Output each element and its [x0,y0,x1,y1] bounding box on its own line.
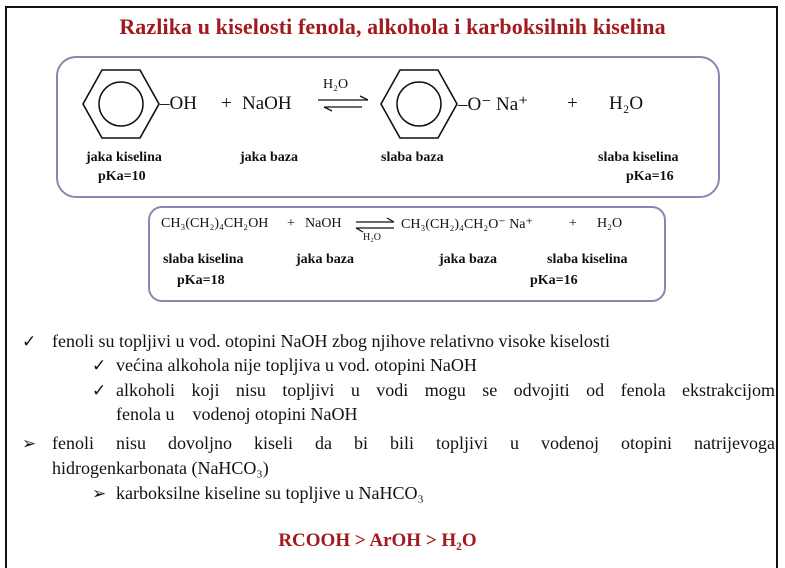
check-icon: ✓ [92,356,107,375]
bullet-bicarbonate-line1: fenoli nisu dovoljno kiseli da bi bili topljivi u vodenoj otopini natrijevoga [52,433,775,453]
benzene-ring-reactant [82,68,162,140]
equilibrium-arrows [316,96,372,112]
bullet-bicarbonate-line2: hidrogenkarbonata (NaHCO₃) [52,458,269,478]
plus-sign-3: + [287,216,295,231]
bullet-carboxylic-soluble: karboksilne kiseline su topljive u NaHCO₃ [116,483,424,503]
label-pka-16-2: pKa=16 [530,273,578,288]
label-pka-10: pKa=10 [98,169,146,184]
water-product: H₂O [609,93,644,114]
label-strong-base: jaka baza [240,150,298,165]
alcohol-reactant: CH₃(CH₂)₄CH₂OH [161,216,269,231]
bullet-alcohol-insoluble: većina alkohola nije topljiva u vod. otopini NaOH [116,355,477,375]
label-strong-base-2: jaka baza [296,252,354,267]
plus-sign-4: + [569,216,577,231]
hydroxyl-group: –OH [160,93,197,114]
label-weak-acid: slaba kiselina [598,150,679,165]
label-weak-base: slaba baza [381,150,444,165]
bullet-extraction-line1: alkoholi koji nisu topljivi u vodi mogu se odvojiti od fenola ekstrakcijom [116,380,775,400]
phenoxide-ion: –O⁻ Na⁺ [458,94,529,115]
water-product-2: H₂O [597,216,623,231]
reagent-naoh: NaOH [242,93,292,114]
plus-sign-2: + [567,93,578,114]
bullet-phenol-solubility: fenoli su topljivi u vod. otopini NaOH zbog njihove relativno visoke kiselosti [52,331,610,351]
alkoxide-product: CH₃(CH₂)₄CH₂O⁻ Na⁺ [401,217,533,232]
benzene-ring-product [380,68,460,140]
plus-sign-1: + [221,93,232,114]
label-strong-acid: jaka kiselina [86,150,162,165]
label-strong-base-3: jaka baza [439,252,497,267]
equilibrium-arrows-2 [352,218,398,232]
condition-water-2: H₂O [363,232,381,243]
label-weak-acid-2: slaba kiselina [547,252,628,267]
arrow-bullet-icon: ➢ [22,434,37,453]
slide-title: Razlika u kiselosti fenola, alkohola i karboksilnih kiselina [119,14,666,39]
check-icon: ✓ [22,332,37,351]
label-pka-16: pKa=16 [626,169,674,184]
check-icon: ✓ [92,381,107,400]
label-weak-acid-alc: slaba kiselina [163,252,244,267]
acidity-order-summary: RCOOH > ArOH > H₂O [278,530,477,551]
bullet-extraction-line2: fenola u vodenoj otopini NaOH [116,404,358,424]
label-pka-18: pKa=18 [177,273,225,288]
reagent-naoh-2: NaOH [305,216,342,231]
arrow-bullet-icon: ➢ [92,484,107,503]
condition-water: H₂O [323,77,349,92]
